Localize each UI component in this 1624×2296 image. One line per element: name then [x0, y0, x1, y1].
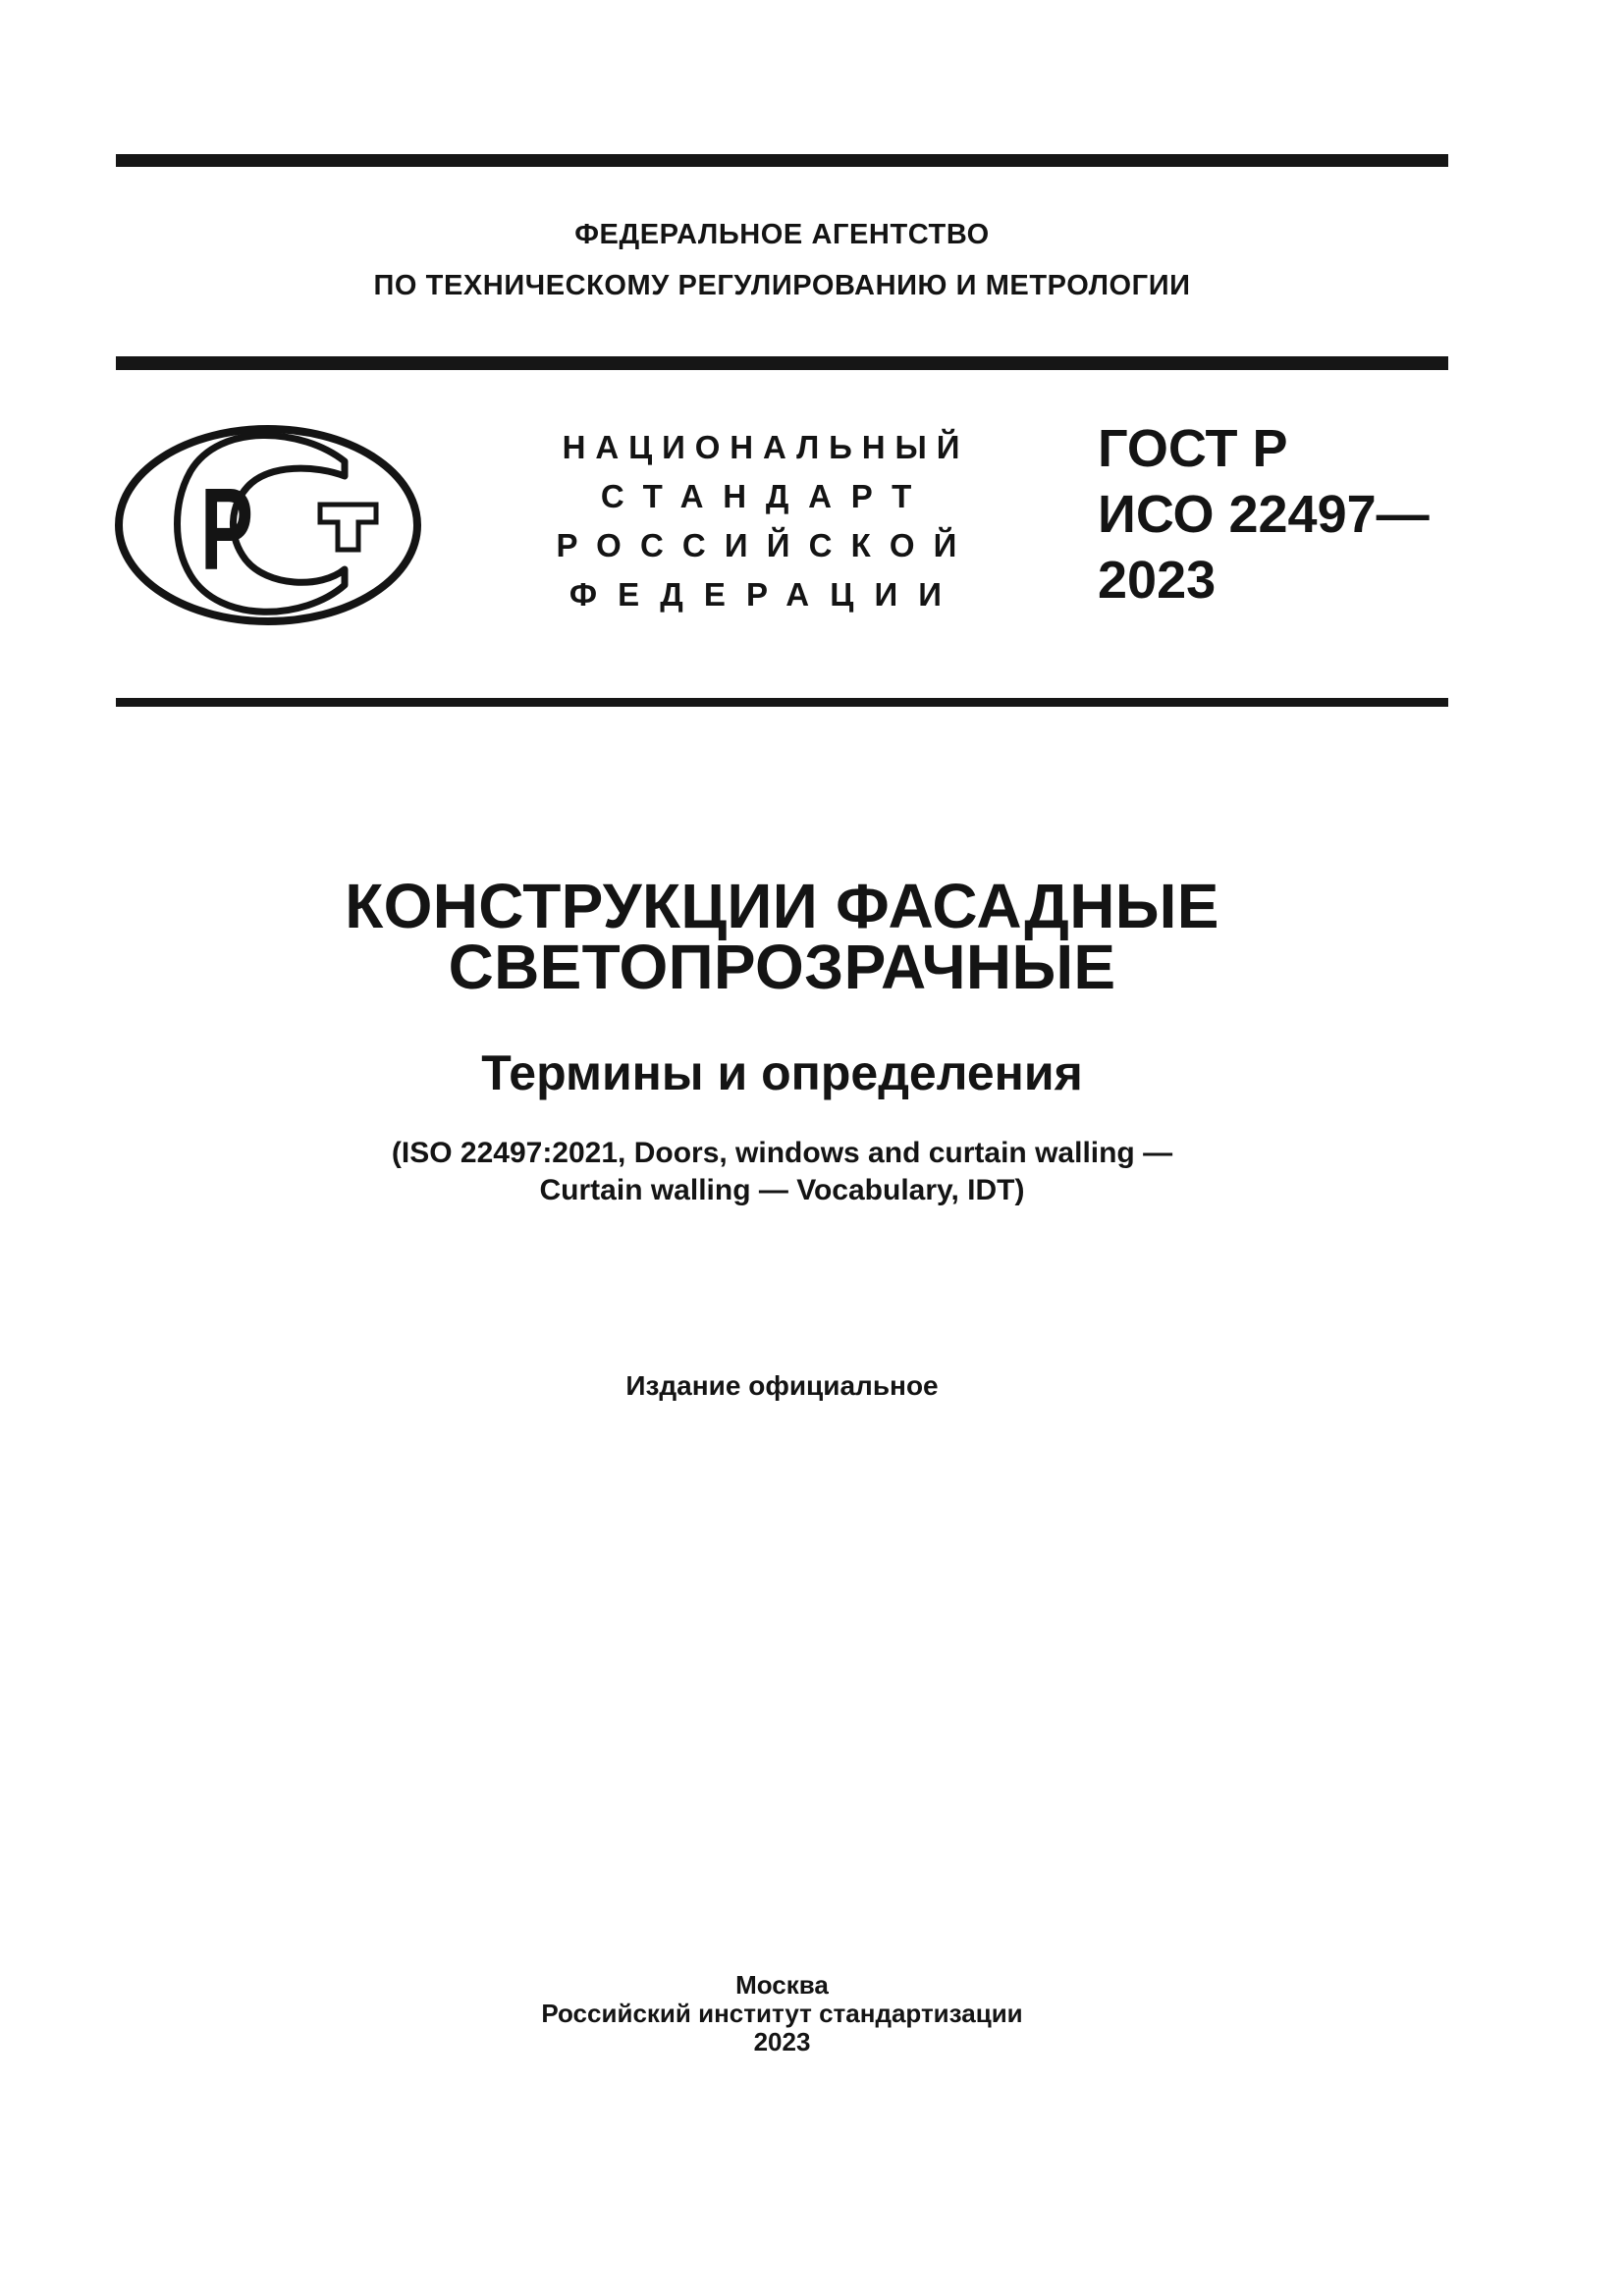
- lower-rule: [116, 698, 1448, 707]
- standard-label-line: СТАНДАРТ: [600, 478, 932, 514]
- iso-reference-line-1: (ISO 22497:2021, Doors, windows and curtain walling —: [391, 1137, 1173, 1169]
- imprint-block: [116, 1971, 1448, 2056]
- edition-note: Издание официальное: [625, 1370, 939, 1401]
- standard-label-line: РОССИЙСКОЙ: [556, 527, 976, 563]
- iso-reference: [116, 1135, 1448, 1209]
- logo-letter-p: Р: [200, 464, 253, 595]
- imprint-city: Москва: [735, 1970, 829, 2000]
- title-line-1: КОНСТРУКЦИИ ФАСАДНЫЕ: [345, 871, 1219, 941]
- top-rule: [116, 154, 1448, 167]
- middle-rule: [116, 356, 1448, 370]
- rosstandart-logo-icon: [110, 420, 432, 632]
- imprint-publisher: Российский институт стандартизации: [541, 1999, 1023, 2028]
- standard-designation: [1098, 416, 1490, 614]
- document-subtitle: Термины и определения: [481, 1045, 1083, 1100]
- designation-line-2: ИСО 22497—: [1098, 485, 1430, 544]
- designation-line-1: ГОСТ Р: [1098, 419, 1288, 478]
- standard-label-line: НАЦИОНАЛЬНЫЙ: [562, 429, 970, 465]
- title-line-2: СВЕТОПРОЗРАЧНЫЕ: [448, 932, 1116, 1002]
- designation-line-3: 2023: [1098, 551, 1217, 610]
- imprint-year: 2023: [753, 2027, 811, 2056]
- agency-name-line-1: ФЕДЕРАЛЬНОЕ АГЕНТСТВО: [574, 219, 990, 250]
- iso-reference-line-2: Curtain walling — Vocabulary, IDT): [539, 1174, 1025, 1206]
- document-title: [116, 871, 1448, 1002]
- national-standard-label: [422, 423, 1110, 619]
- agency-name-line-2: ПО ТЕХНИЧЕСКОМУ РЕГУЛИРОВАНИЮ И МЕТРОЛОГИИ: [373, 270, 1191, 301]
- standard-label-line: ФЕДЕРАЦИИ: [568, 576, 963, 613]
